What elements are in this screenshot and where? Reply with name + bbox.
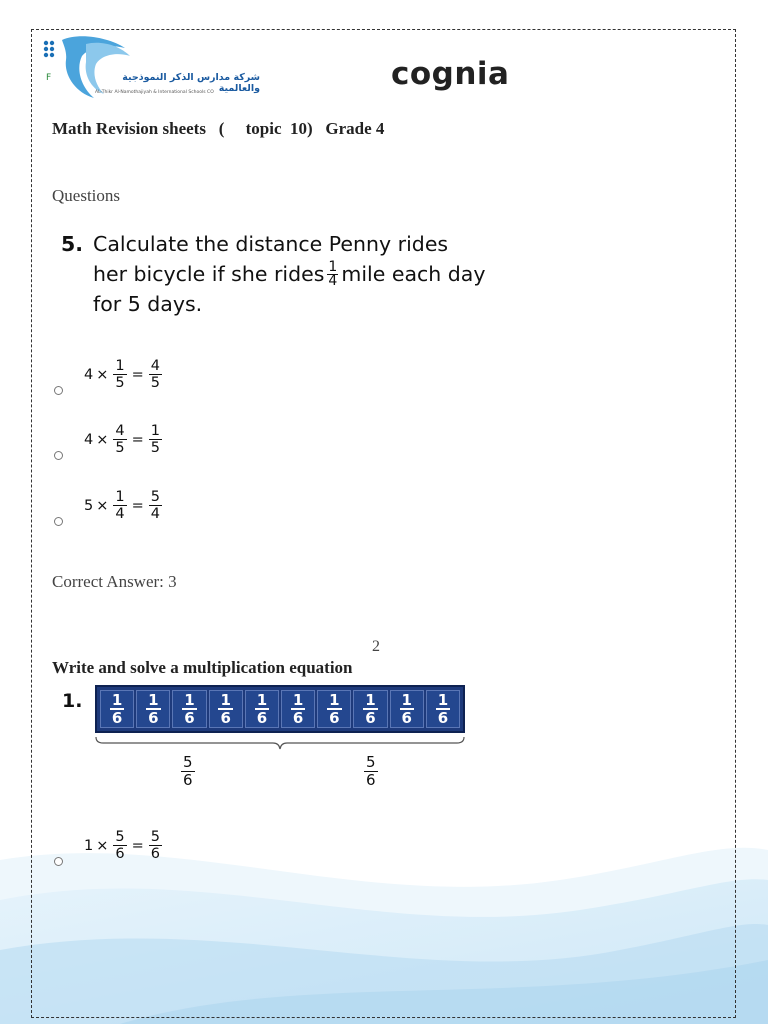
section-label: Questions (52, 186, 120, 205)
page-title: Math Revision sheets ( topic 10) Grade 4 (52, 119, 385, 138)
fraction-bar-cell: 1 6 (281, 690, 315, 728)
option-2-fraction-2: $\frac{1}{5}$ (150, 423, 161, 456)
question-2-option-1[interactable] (84, 829, 164, 862)
fraction-bar-cell: 1 6 (172, 690, 206, 728)
answer-option-2-radio[interactable] (54, 451, 63, 460)
answer-option-2[interactable] (84, 423, 164, 456)
q2-option-1-whole: 1 (84, 837, 94, 854)
option-1-equals: = (131, 366, 144, 383)
option-2-fraction-1: $\frac{4}{5}$ (115, 423, 125, 456)
option-3-fraction-2: $\frac{5}{4}$ (150, 489, 161, 522)
option-3-equals: = (131, 497, 144, 514)
fraction-bar (95, 685, 465, 733)
fraction-bar-cell: 1 6 (426, 690, 460, 728)
fraction-bar-cell: 1 6 (390, 690, 424, 728)
q2-option-1-fraction-2: $\frac{5}{6}$ (150, 829, 161, 862)
question-1-line-2-end: mile each day (341, 262, 486, 286)
question-1-fraction-numerator: 1 (328, 258, 338, 275)
fraction-bar-cell: 1 6 (136, 690, 170, 728)
option-1-times: × (96, 366, 109, 383)
question-1-line-2-start: her bicycle if she rides (93, 262, 325, 286)
question-1-fraction-denominator: 4 (328, 272, 338, 289)
school-name-arabic: شركة مدارس الذكر النموذجية والعالمية (122, 72, 260, 94)
fraction-bar-cell: 1 6 (353, 690, 387, 728)
grouping-brace (95, 735, 465, 751)
question-2-prompt: Write and solve a multiplication equation (52, 658, 353, 677)
option-2-whole: 4 (84, 431, 94, 448)
page-border (31, 29, 736, 1018)
option-1-fraction-1: $\frac{1}{5}$ (115, 358, 125, 391)
option-2-equals: = (131, 431, 144, 448)
answer-option-1[interactable] (84, 358, 164, 391)
school-name-english: AL-Thikr Al-Namothajiyah & International Schools CO (95, 90, 214, 95)
fraction-bar-cell: 1 6 (317, 690, 351, 728)
question-1-number: 5. (61, 232, 84, 256)
option-3-whole: 5 (84, 497, 94, 514)
option-2-times: × (96, 431, 109, 448)
answer-option-1-radio[interactable] (54, 386, 63, 395)
group-label-2: $\frac{5}{6}$ (366, 753, 376, 789)
page-number: 2 (372, 638, 380, 655)
answer-option-3-radio[interactable] (54, 517, 63, 526)
question-1-line-3: for 5 days. (93, 292, 203, 316)
question-2-option-1-radio[interactable] (54, 857, 63, 866)
q2-option-1-fraction-1: $\frac{5}{6}$ (115, 829, 125, 862)
q2-option-1-times: × (96, 837, 109, 854)
question-1-line-1: Calculate the distance Penny rides (93, 232, 449, 256)
option-1-whole: 4 (84, 366, 94, 383)
answer-option-3[interactable] (84, 489, 164, 522)
option-3-times: × (96, 497, 109, 514)
cognia-logo: cognia (391, 56, 510, 92)
question-1-text (61, 229, 541, 319)
group-label-1: $\frac{5}{6}$ (183, 753, 193, 789)
question-2-number: 1. (62, 690, 83, 712)
fraction-bar-cell: 1 6 (245, 690, 279, 728)
svg-text:F: F (46, 73, 52, 83)
correct-answer: Correct Answer: 3 (52, 572, 177, 591)
fraction-bar-cell: 1 6 (209, 690, 243, 728)
option-1-fraction-2: $\frac{4}{5}$ (150, 358, 161, 391)
q2-option-1-equals: = (131, 837, 144, 854)
option-3-fraction-1: $\frac{1}{4}$ (115, 489, 125, 522)
fraction-bar-cell: 1 6 (100, 690, 134, 728)
school-logo (40, 34, 265, 104)
